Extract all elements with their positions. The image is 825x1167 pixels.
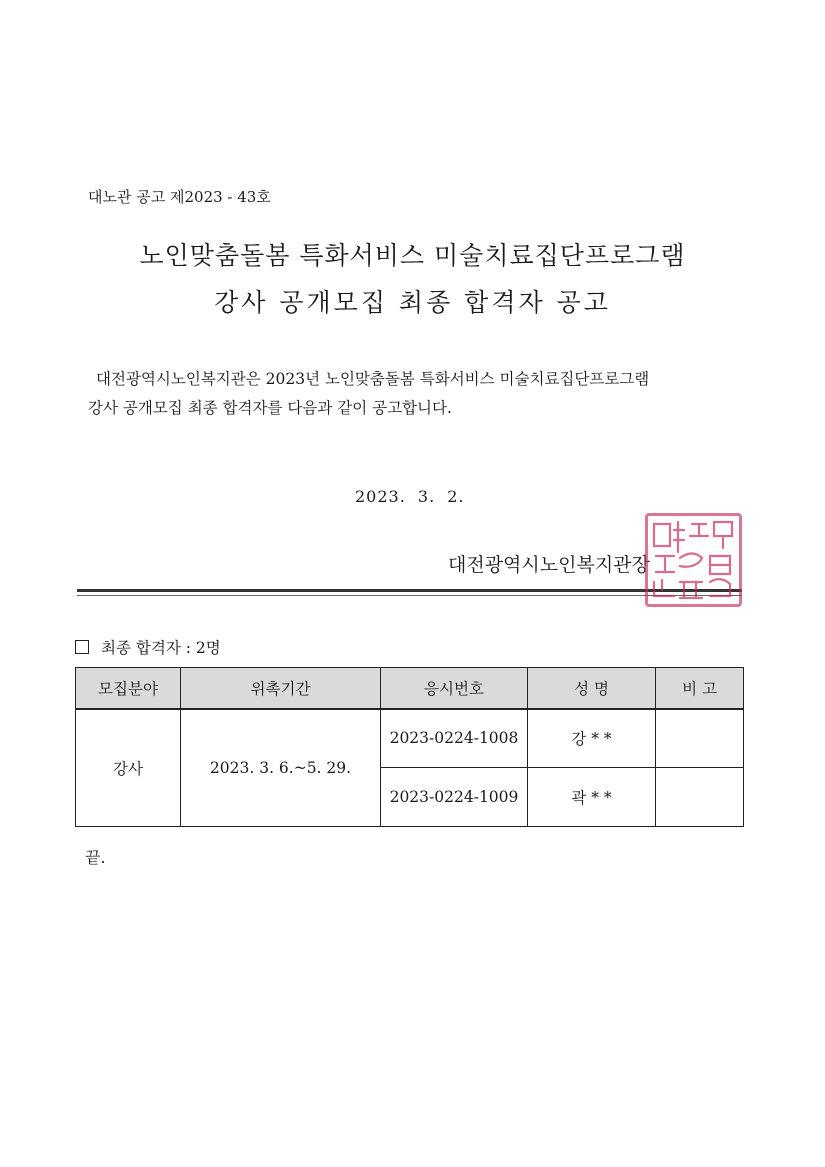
section-heading (75, 636, 221, 658)
announcement-date: 2023. 3. 2. (355, 487, 465, 506)
cell-note (656, 709, 744, 768)
official-seal (645, 513, 742, 607)
end-mark: 끝. (85, 848, 106, 867)
body-line-1: 대전광역시노인복지관은 2023년 노인맞춤돌봄 특화서비스 미술치료집단프로그램 (96, 370, 650, 388)
results-table (75, 667, 744, 827)
square-bullet-icon (75, 640, 89, 654)
section-title: 최종 합격자 : 2명 (101, 639, 221, 657)
title-line-2: 강사 공개모집 최종 합격자 공고 (214, 288, 611, 317)
issuer-name: 대전광역시노인복지관장 (448, 554, 650, 576)
title-line-1: 노인맞춤돌봄 특화서비스 미술치료집단프로그램 (139, 241, 686, 270)
cell-number: 2023-0224-1009 (381, 768, 528, 827)
notice-number: 대노관 공고 제2023 - 43호 (88, 188, 271, 206)
table-header-row (76, 668, 744, 709)
cell-period: 2023. 3. 6.~5. 29. (181, 709, 381, 827)
header-field: 모집분야 (76, 668, 181, 709)
cell-name: 곽 * * (528, 768, 656, 827)
header-note: 비 고 (656, 668, 744, 709)
cell-name: 강 * * (528, 709, 656, 768)
cell-note (656, 768, 744, 827)
table-row (76, 709, 744, 768)
cell-field: 강사 (76, 709, 181, 827)
seal-mark-icon (648, 516, 739, 604)
announcement-body (88, 365, 748, 423)
header-number: 응시번호 (381, 668, 528, 709)
header-name: 성 명 (528, 668, 656, 709)
body-line-2: 강사 공개모집 최종 합격자를 다음과 같이 공고합니다. (88, 399, 452, 417)
cell-number: 2023-0224-1008 (381, 709, 528, 768)
header-period: 위촉기간 (181, 668, 381, 709)
divider-thick (77, 589, 742, 592)
divider-thin (77, 595, 742, 596)
